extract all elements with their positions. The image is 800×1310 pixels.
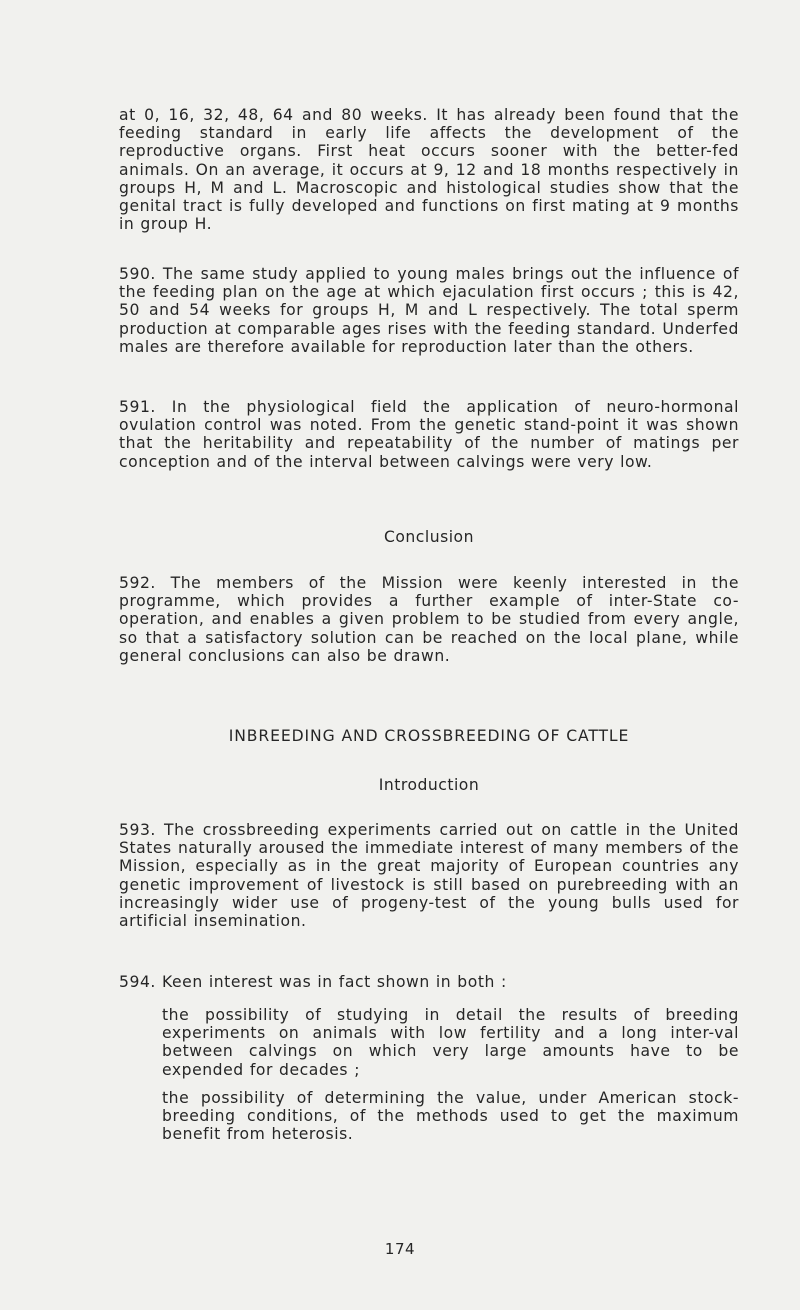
introduction-heading: Introduction [378,776,480,794]
paragraph-592: 592. The members of the Mission were keenly interested in the programme, which provides a further example of inter-State co-operation, and enables a given problem to be studied from every angle, so that a satisfactory solution can be reached on the local plane, while general conclusions can also be drawn. [119,574,739,665]
paragraph-continuation: at 0, 16, 32, 48, 64 and 80 weeks. It has already been found that the feeding standard in early life affects the development of the reproductive organs. First heat occurs sooner with the better-fed animals. On an average, it occurs at 9, 12 and 18 months respectively in groups H, M and L. Macroscopic and histological studies show that the genital tract is fully developed and functions on first mating at 9 months in group H. [119,106,739,234]
paragraph-591: 591. In the physiological field the application of neuro-hormonal ovulation control was noted. From the genetic stand-point it was shown that the heritability and repeatability of the number of matings per conception and of the interval between calvings were very low. [119,398,739,471]
section-title: INBREEDING AND CROSSBREEDING OF CATTLE [228,727,630,745]
conclusion-heading: Conclusion [384,528,474,546]
paragraph-594: 594. Keen interest was in fact shown in both : [119,973,507,991]
paragraph-590: 590. The same study applied to young males brings out the influence of the feeding plan on the age at which ejaculation first occurs ; this is 42, 50 and 54 weeks for groups H, M and L respectively. The total sperm production at comparable ages rises with the feeding standard. Underfed males are therefore available for reproduction later than the others. [119,265,739,356]
list-item: the possibility of determining the value, under American stock-breeding conditions, of the methods used to get the maximum benefit from heterosis. [162,1089,739,1144]
paragraph-593: 593. The crossbreeding experiments carried out on cattle in the United States naturally aroused the immediate interest of many members of the Mission, especially as in the great majority of European countries any genetic improvement of livestock is still based on purebreeding with an increasingly wider use of progeny-test of the young bulls used for artificial insemination. [119,821,739,931]
list-item: the possibility of studying in detail the results of breeding experiments on animals with low fertility and a long inter-val between calvings on which very large amounts have to be expended for decades ; [162,1006,739,1079]
page-number: 174 [384,1240,416,1258]
